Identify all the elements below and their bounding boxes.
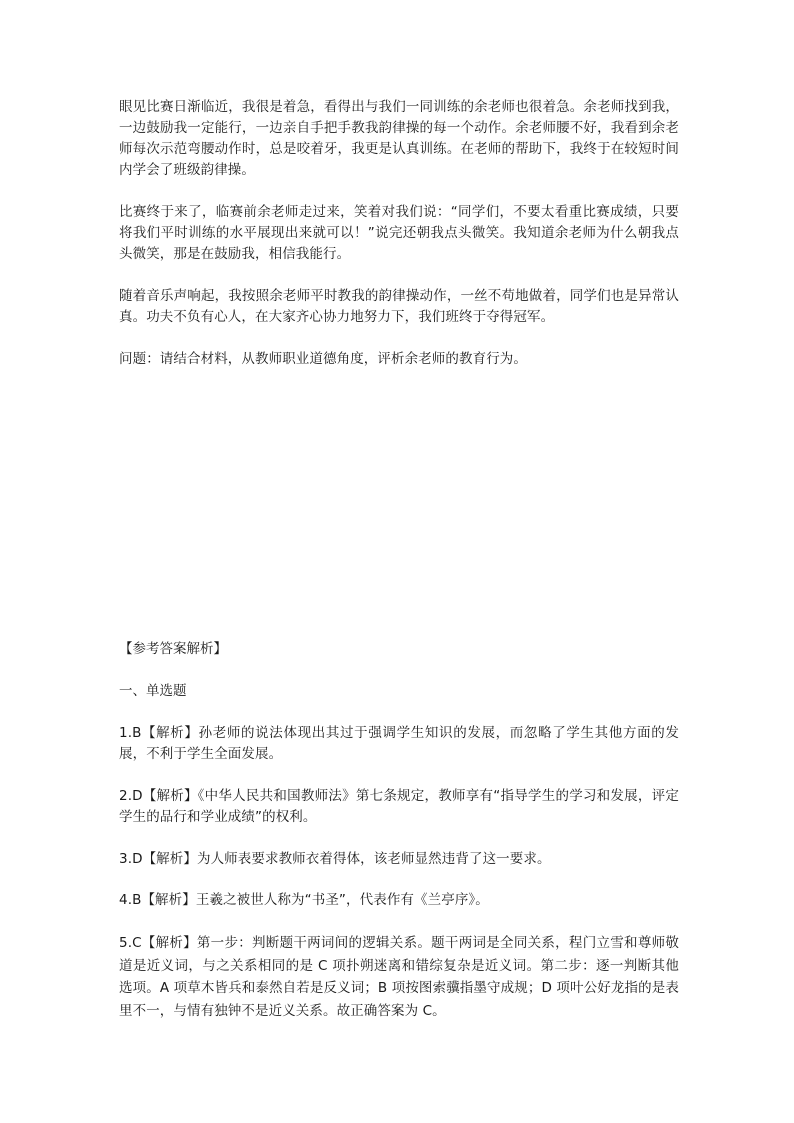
- answer-analysis-heading: 【参考答案解析】: [119, 641, 227, 657]
- question-text: 问题：请结合材料，从教师职业道德角度，评析余老师的教育行为。: [119, 351, 527, 367]
- answer-item: 4.B【解析】王羲之被世人称为“书圣”，代表作有《兰亭序》。: [119, 892, 489, 908]
- answer-item: 3.D【解析】为人师表要求教师衣着得体，该老师显然违背了这一要求。: [119, 851, 551, 867]
- answer-item: 1.B【解析】孙老师的说法体现出其过于强调学生知识的发展，而忽略了学生其他方面的发展，不利于学生全面发展。: [119, 725, 679, 762]
- answer-item: 5.C【解析】第一步：判断题干两词间的逻辑关系。题干两词是全同关系，程门立雪和尊师敬道是近义词，与之关系相同的是 C 项扑朔迷离和错综复杂是近义词。第二步：逐一判断其他选项。A 项草木皆兵和泰然自若是反义词；B 项按图索骥指墨守成规；D 项叶公好龙指的是表里不一，与情有独钟不是近义关系。故正确答案为 C。: [119, 935, 679, 1019]
- material-paragraph: 比赛终于来了，临赛前余老师走过来，笑着对我们说：“同学们，不要太看重比赛成绩，只要将我们平时训练的水平展现出来就可以！”说完还朝我点头微笑。我知道余老师为什么朝我点头微笑，那是在鼓励我，相信我能行。: [119, 204, 679, 262]
- answer-item: 2.D【解析】《中华人民共和国教师法》第七条规定，教师享有“指导学生的学习和发展，评定学生的品行和学业成绩”的权利。: [119, 788, 679, 825]
- single-choice-section-title: 一、单选题: [119, 683, 187, 699]
- material-paragraph: 随着音乐声响起，我按照余老师平时教我的韵律操动作，一丝不苟地做着，同学们也是异常认真。功夫不负有心人，在大家齐心协力地努力下，我们班终于夺得冠军。: [119, 288, 679, 325]
- material-paragraph: 眼见比赛日渐临近，我很是着急，看得出与我们一同训练的余老师也很着急。余老师找到我，一边鼓励我一定能行，一边亲自手把手教我韵律操的每一个动作。余老师腰不好，我看到余老师每次示范弯腰动作时，总是咬着牙，我更是认真训练。在老师的帮助下，我终于在较短时间内学会了班级韵律操。: [119, 99, 679, 178]
